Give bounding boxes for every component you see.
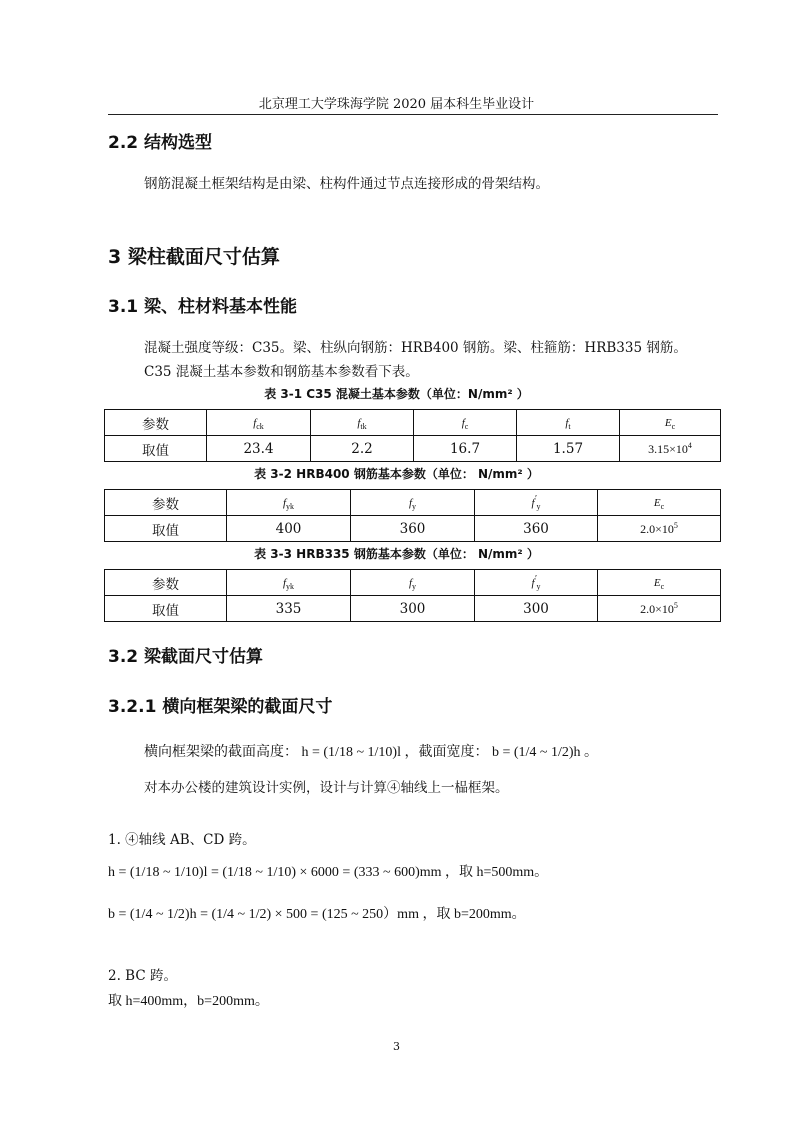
symbol-cell — [475, 570, 598, 596]
section-3-2-heading: 3.2 梁截面尺寸估算 — [108, 647, 264, 667]
chapter-3-heading: 3 梁柱截面尺寸估算 — [108, 246, 280, 268]
table-row — [105, 490, 721, 516]
table-3-1 — [104, 409, 721, 462]
sci-mantissa: 3.15×10 — [648, 441, 688, 456]
symbol-letter: f — [565, 416, 569, 429]
symbol-sub: y — [412, 582, 417, 592]
value-cell: 360 — [351, 516, 475, 542]
table-row — [105, 570, 721, 596]
value-cell: 360 — [475, 516, 598, 542]
symbol-sub: yk — [286, 502, 295, 512]
section-2-2-text: 钢筋混凝土框架结构是由梁、柱构件通过节点连接形成的骨架结构。 — [144, 176, 549, 192]
item-1-width-calc: b = (1/4 ~ 1/2)h = (1/4 ~ 1/2) × 500 = (125 ~ 250）mm ，取 b=200mm。 — [108, 907, 526, 922]
item-1-title: 1. ④轴线 AB、CD 跨。 — [108, 832, 256, 848]
value-cell: 16.7 — [414, 436, 517, 462]
symbol-sub: yk — [286, 582, 295, 592]
value-cell — [598, 596, 721, 622]
symbol-letter: f — [408, 576, 413, 589]
symbol-sub: tk — [360, 422, 367, 432]
value-cell: 23.4 — [207, 436, 311, 462]
value-cell: 2.2 — [311, 436, 414, 462]
symbol-sub: y — [536, 582, 541, 592]
table-3-3 — [104, 569, 721, 622]
symbol-letter: E — [653, 496, 661, 509]
symbol-sub: y — [412, 502, 417, 512]
symbol-cell — [620, 410, 721, 436]
item-1-height-calc: h = (1/18 ~ 1/10)l = (1/18 ~ 1/10) × 6000 = (333 ~ 600)mm ，取 h=500mm。 — [108, 865, 549, 880]
symbol-letter: E — [664, 416, 672, 429]
symbol-sub: ck — [256, 422, 264, 432]
table-3-1-caption: 表 3-1 C35 混凝土基本参数（单位：N/mm² ） — [264, 387, 529, 401]
symbol-prime: ′ — [534, 493, 537, 504]
value-cell: 300 — [351, 596, 475, 622]
symbol-sub: t — [568, 422, 571, 432]
symbol-cell — [475, 490, 598, 516]
symbol-sub: c — [671, 422, 676, 432]
value-cell: 400 — [227, 516, 351, 542]
symbol-letter: f — [408, 496, 413, 509]
sci-mantissa: 2.0×10 — [640, 601, 674, 616]
table-row-label: 取值 — [105, 516, 227, 542]
table-3-3-caption: 表 3-3 HRB335 钢筋基本参数（单位： N/mm² ） — [254, 547, 539, 561]
symbol-letter: f — [531, 497, 535, 510]
table-header-label: 参数 — [105, 570, 227, 596]
sci-exponent: 5 — [673, 520, 678, 530]
beam-size-rule: 横向框架梁的截面高度： h = (1/18 ~ 1/10)l ，截面宽度： b = (1/4 ~ 1/2)h 。 — [144, 745, 599, 760]
page-number: 3 — [393, 1040, 400, 1053]
table-row — [105, 516, 721, 542]
symbol-letter: f — [253, 416, 257, 429]
value-cell — [620, 436, 721, 462]
symbol-cell — [207, 410, 311, 436]
value-cell: 300 — [475, 596, 598, 622]
section-3-2-1-heading: 3.2.1 横向框架梁的截面尺寸 — [108, 697, 333, 717]
sci-mantissa: 2.0×10 — [640, 521, 674, 536]
table-3-2 — [104, 489, 721, 542]
symbol-cell — [598, 570, 721, 596]
symbol-cell — [351, 490, 475, 516]
table-row-label: 取值 — [105, 436, 207, 462]
table-row — [105, 596, 721, 622]
section-3-1-heading: 3.1 梁、柱材料基本性能 — [108, 297, 298, 317]
symbol-cell — [414, 410, 517, 436]
symbol-sub: y — [536, 502, 541, 512]
symbol-letter: f — [282, 576, 287, 589]
table-row — [105, 436, 721, 462]
symbol-letter: f — [357, 416, 361, 429]
symbol-cell — [227, 570, 351, 596]
value-cell: 335 — [227, 596, 351, 622]
header-rule — [108, 114, 718, 115]
symbol-cell — [351, 570, 475, 596]
symbol-letter: f — [531, 577, 535, 590]
table-3-2-caption: 表 3-2 HRB400 钢筋基本参数（单位： N/mm² ） — [254, 467, 539, 481]
item-2-title: 2. BC 跨。 — [108, 968, 177, 984]
sci-exponent: 4 — [687, 440, 692, 450]
design-intro: 对本办公楼的建筑设计实例，设计与计算④轴线上一榀框架。 — [144, 780, 509, 796]
symbol-cell — [517, 410, 620, 436]
value-cell: 1.57 — [517, 436, 620, 462]
table-row-label: 取值 — [105, 596, 227, 622]
section-2-2-heading: 2.2 结构选型 — [108, 133, 213, 153]
symbol-cell — [227, 490, 351, 516]
symbol-letter: E — [653, 576, 661, 589]
item-2-text: 取 h=400mm，b=200mm。 — [108, 994, 269, 1009]
table-row — [105, 410, 721, 436]
table-header-label: 参数 — [105, 410, 207, 436]
value-cell — [598, 516, 721, 542]
section-3-1-line1: 混凝土强度等级：C35。梁、柱纵向钢筋：HRB400 钢筋。梁、柱箍筋：HRB335 钢筋。 — [144, 340, 687, 356]
symbol-sub: c — [464, 422, 469, 432]
symbol-letter: f — [282, 496, 287, 509]
sci-exponent: 5 — [673, 600, 678, 610]
symbol-prime: ′ — [534, 573, 537, 584]
symbol-letter: f — [461, 416, 465, 429]
table-header-label: 参数 — [105, 490, 227, 516]
symbol-sub: c — [660, 582, 665, 592]
section-3-1-line2: C35 混凝土基本参数和钢筋基本参数看下表。 — [144, 364, 419, 380]
page-header: 北京理工大学珠海学院 2020 届本科生毕业设计 — [258, 97, 535, 112]
symbol-cell — [598, 490, 721, 516]
symbol-sub: c — [660, 502, 665, 512]
symbol-cell — [311, 410, 414, 436]
